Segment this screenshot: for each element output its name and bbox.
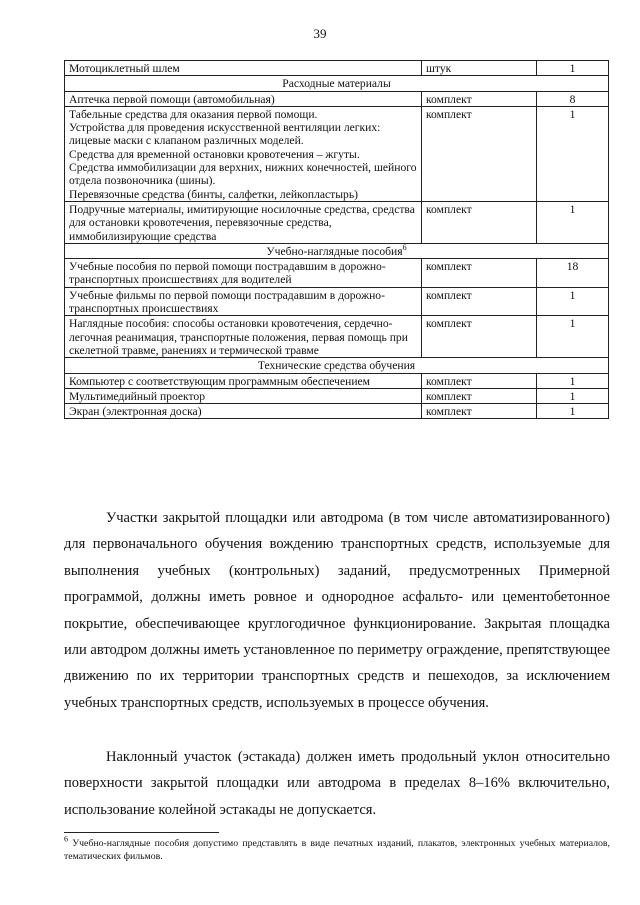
section-title-text: Учебно-наглядные пособия: [266, 244, 403, 258]
quantity-cell: 1: [537, 373, 609, 388]
item-name-cell: Компьютер с соответствующим программным обеспечением: [65, 373, 422, 388]
item-name-cell: Наглядные пособия: способы остановки кровотечения, сердечно-легочная реанимация, транспортные положения, первая помощь при скелетной травме, ранениях и термической травме: [65, 316, 422, 358]
item-name-cell: Аптечка первой помощи (автомобильная): [65, 91, 422, 106]
body-paragraph: Наклонный участок (эстакада) должен иметь продольный уклон относительно поверхности закрытой площадки или автодрома в пределах 8–16% включительно, использование колейной эстакады не допускается.: [64, 749, 610, 818]
section-title: [65, 243, 609, 258]
unit-cell: комплект: [422, 287, 537, 316]
quantity-cell: 1: [537, 287, 609, 316]
unit-cell: комплект: [422, 91, 537, 106]
quantity-cell: 8: [537, 91, 609, 106]
table-row: [65, 61, 609, 76]
item-name-cell: Мотоциклетный шлем: [65, 61, 422, 76]
body-paragraph: Участки закрытой площадки или автодрома (в том числе автоматизированного) для первоначального обучения вождению транспортных средств, используемые для выполнения учебных (контрольных) заданий, предусмотренных Примерной программой, должны иметь ровное и однородное асфальто- или цементобетонное покрытие, обеспечивающее круглогодичное функционирование. Закрытая площадка или автодром должны иметь установленное по периметру ограждение, препятствующее движению по их территории транспортных средств и пешеходов, за исключением учебных транспортных средств, используемых в процессе обучения.: [64, 510, 610, 711]
item-name-cell: Экран (электронная доска): [65, 404, 422, 419]
page-number: 39: [313, 26, 327, 41]
table-row: [65, 91, 609, 106]
section-title-text: Технические средства обучения: [257, 359, 416, 373]
table-row: [65, 404, 609, 419]
unit-cell: комплект: [422, 316, 537, 358]
unit-cell: штук: [422, 61, 537, 76]
footnote-divider: [64, 832, 219, 833]
equipment-table-body: [65, 61, 609, 419]
quantity-cell: 1: [537, 404, 609, 419]
equipment-table: [64, 60, 609, 419]
table-row: [65, 201, 609, 243]
quantity-cell: 1: [537, 61, 609, 76]
unit-cell: комплект: [422, 388, 537, 403]
footnote-text: Учебно-наглядные пособия допустимо представлять в виде печатных изданий, плакатов, электронных учебных материалов, тематических фильмов.: [64, 838, 610, 862]
item-name-cell: Табельные средства для оказания первой помощи. Устройства для проведения искусственной вентиляции легких: лицевые маски с клапаном различных моделей. Средства для временной остановки кровотечения – жгуты. Средства иммобилизации для верхних, нижних конечностей, шейного отдела позвоночника (шины). Перевязочные средства (бинты, салфетки, лейкопластырь): [65, 106, 422, 201]
unit-cell: комплект: [422, 106, 537, 201]
unit-cell: комплект: [422, 201, 537, 243]
table-row: [65, 388, 609, 403]
section-title-text: Расходные материалы: [282, 77, 391, 91]
section-row: [65, 76, 609, 91]
section-row: [65, 358, 609, 373]
quantity-cell: 1: [537, 201, 609, 243]
unit-cell: комплект: [422, 373, 537, 388]
quantity-cell: 1: [537, 388, 609, 403]
section-row: [65, 243, 609, 258]
quantity-cell: 1: [537, 316, 609, 358]
table-row: [65, 373, 609, 388]
item-name-cell: Учебные фильмы по первой помощи пострадавшим в дорожно-транспортных происшествиях: [65, 287, 422, 316]
item-name-cell: Учебные пособия по первой помощи пострадавшим в дорожно-транспортных происшествиях для водителей: [65, 259, 422, 288]
section-title: [65, 358, 609, 373]
footnote: [64, 834, 610, 863]
quantity-cell: 1: [537, 106, 609, 201]
item-name-cell: Подручные материалы, имитирующие носилочные средства, средства для остановки кровотечения, перевязочные средства, иммобилизирующие средства: [65, 201, 422, 243]
table-row: [65, 106, 609, 201]
footnote-reference: 6: [402, 243, 407, 252]
item-name-cell: Мультимедийный проектор: [65, 388, 422, 403]
table-row: [65, 287, 609, 316]
table-row: [65, 316, 609, 358]
unit-cell: комплект: [422, 404, 537, 419]
table-row: [65, 259, 609, 288]
quantity-cell: 18: [537, 259, 609, 288]
unit-cell: комплект: [422, 259, 537, 288]
footnote-marker: 6: [64, 834, 68, 844]
section-title: [65, 76, 609, 91]
